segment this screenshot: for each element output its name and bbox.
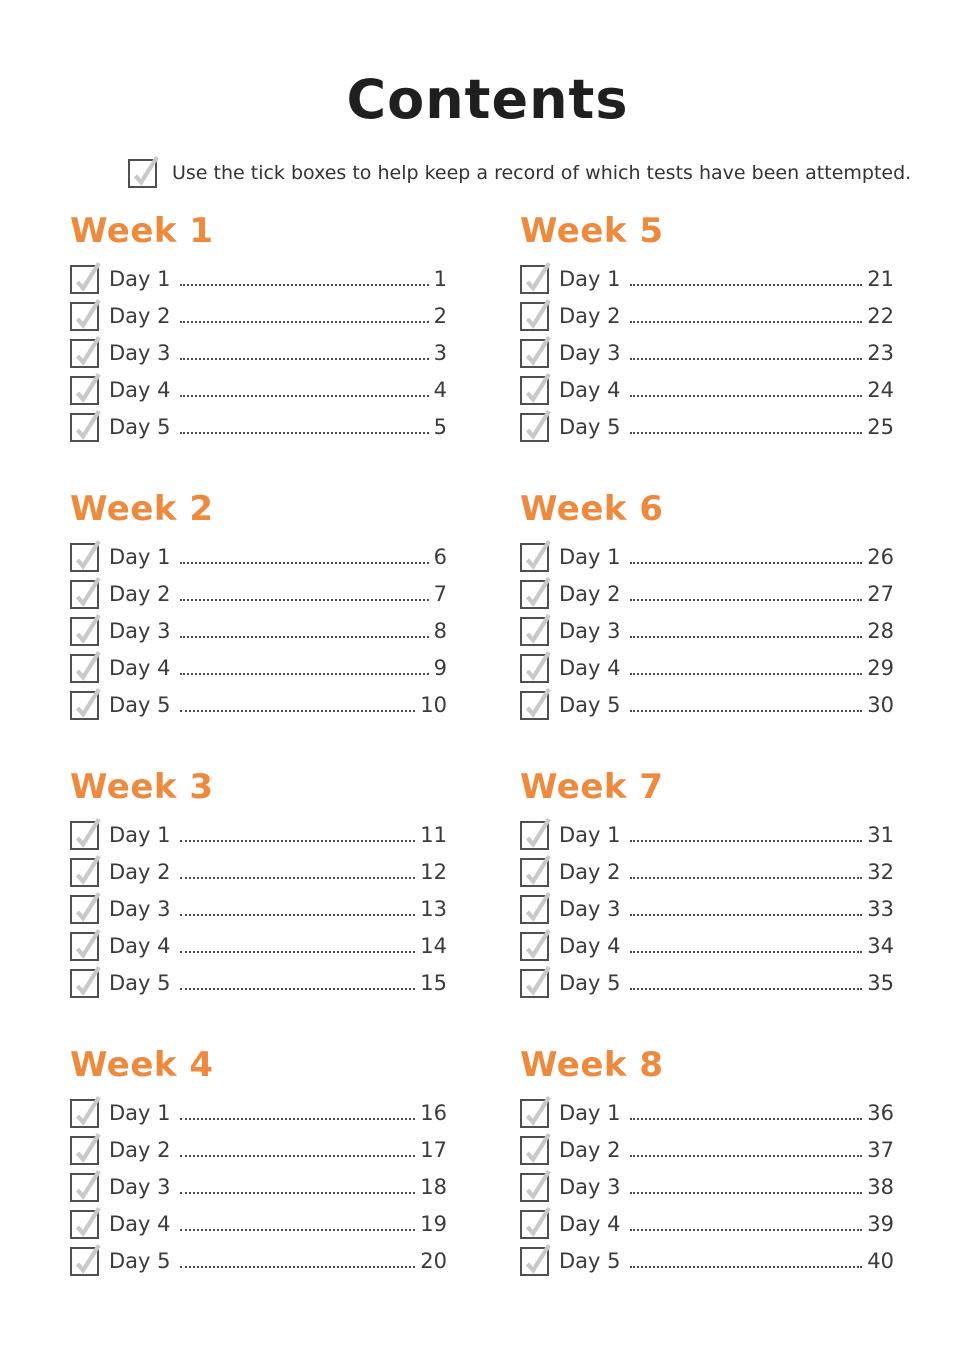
dotted-leader [630,1229,863,1231]
page-number: 12 [420,860,447,885]
page-number: 27 [867,582,894,607]
day-label: Day 3 [559,897,621,922]
dotted-leader [180,1118,416,1120]
day-checkbox[interactable] [520,1210,549,1239]
day-checkbox[interactable] [70,932,99,961]
page-number: 24 [867,378,894,403]
week-heading: Week 3 [70,766,214,807]
tick-icon [70,339,99,368]
day-checkbox[interactable] [70,617,99,646]
tick-icon [520,1173,549,1202]
tick-icon [520,376,549,405]
dotted-leader [180,599,429,601]
day-checkbox[interactable] [70,1136,99,1165]
dotted-leader [630,1192,863,1194]
tick-icon [520,654,549,683]
day-checkbox[interactable] [520,265,549,294]
tick-icon [70,302,99,331]
week-heading: Week 8 [520,1044,664,1085]
weeks-grid [70,210,975,1326]
page-number: 40 [867,1249,894,1274]
dotted-leader [180,321,429,323]
toc-day-row [520,965,894,1002]
dotted-leader [630,358,863,360]
day-label: Day 5 [559,1249,621,1274]
day-label: Day 5 [559,415,621,440]
day-label: Day 4 [109,378,171,403]
tick-icon [520,895,549,924]
page-number: 4 [433,378,447,403]
tick-icon [70,932,99,961]
dotted-leader [180,1192,416,1194]
toc-day-row [70,539,447,576]
page-number: 39 [867,1212,894,1237]
page-number: 21 [867,267,894,292]
tick-icon [70,1136,99,1165]
toc-day-row [70,335,447,372]
day-label: Day 5 [109,415,171,440]
dotted-leader [630,562,863,564]
week-section [520,210,894,446]
dotted-leader [630,1266,863,1268]
day-label: Day 5 [109,693,171,718]
day-checkbox[interactable] [520,858,549,887]
page-number: 33 [867,897,894,922]
dotted-leader [630,988,863,990]
toc-day-row [520,613,894,650]
instruction-row [128,159,975,188]
tick-icon [520,969,549,998]
day-checkbox[interactable] [70,895,99,924]
toc-day-row [520,1243,894,1280]
week-heading: Week 2 [70,488,214,529]
day-label: Day 1 [109,1101,171,1126]
page-number: 18 [420,1175,447,1200]
day-checkbox[interactable] [70,265,99,294]
week-section [520,1044,894,1280]
tick-icon [70,376,99,405]
page-number: 15 [420,971,447,996]
page-number: 3 [433,341,447,366]
page-number: 9 [433,656,447,681]
toc-day-row [70,817,447,854]
day-checkbox[interactable] [70,1210,99,1239]
dotted-leader [630,284,863,286]
day-label: Day 4 [559,656,621,681]
dotted-leader [180,562,429,564]
page-number: 1 [433,267,447,292]
page-number: 37 [867,1138,894,1163]
day-label: Day 3 [559,619,621,644]
toc-day-row [70,613,447,650]
day-label: Day 3 [109,1175,171,1200]
tick-icon [70,691,99,720]
page-number: 23 [867,341,894,366]
dotted-leader [180,1229,416,1231]
toc-day-row [520,1095,894,1132]
day-label: Day 1 [559,545,621,570]
day-checkbox[interactable] [70,543,99,572]
day-label: Day 2 [109,1138,171,1163]
toc-day-row [70,1243,447,1280]
toc-day-row [70,965,447,1002]
dotted-leader [630,710,863,712]
tick-icon [70,1210,99,1239]
week-heading: Week 6 [520,488,664,529]
day-label: Day 2 [109,860,171,885]
day-checkbox[interactable] [520,932,549,961]
toc-day-row [70,928,447,965]
tick-icon [520,580,549,609]
dotted-leader [630,599,863,601]
toc-day-row [520,650,894,687]
tick-icon [70,265,99,294]
dotted-leader [180,358,429,360]
tick-icon [520,413,549,442]
day-label: Day 2 [559,582,621,607]
tick-icon [520,1247,549,1276]
day-label: Day 3 [109,897,171,922]
page-number: 25 [867,415,894,440]
day-label: Day 4 [109,934,171,959]
dotted-leader [180,951,416,953]
day-checkbox[interactable] [70,1247,99,1276]
week-day-list [70,1095,447,1280]
toc-day-row [520,817,894,854]
day-label: Day 1 [559,1101,621,1126]
tick-icon [520,543,549,572]
tick-icon [70,821,99,850]
toc-day-row [520,335,894,372]
dotted-leader [180,840,416,842]
page-number: 16 [420,1101,447,1126]
page-number: 14 [420,934,447,959]
week-day-list [520,261,894,446]
toc-day-row [520,1206,894,1243]
day-checkbox[interactable] [70,376,99,405]
tick-icon [70,895,99,924]
day-checkbox[interactable] [70,580,99,609]
day-label: Day 5 [559,693,621,718]
page-number: 19 [420,1212,447,1237]
day-label: Day 3 [559,341,621,366]
toc-day-row [520,1132,894,1169]
day-checkbox[interactable] [520,1136,549,1165]
page-number: 11 [420,823,447,848]
dotted-leader [180,710,416,712]
day-checkbox[interactable] [520,654,549,683]
tick-icon [70,580,99,609]
tick-icon [520,617,549,646]
tick-icon [70,969,99,998]
day-label: Day 1 [559,267,621,292]
dotted-leader [630,321,863,323]
day-label: Day 2 [559,304,621,329]
dotted-leader [180,284,429,286]
week-section [70,766,447,1002]
day-checkbox[interactable] [520,895,549,924]
week-section [520,488,894,724]
page-number: 17 [420,1138,447,1163]
toc-day-row [520,298,894,335]
dotted-leader [630,951,863,953]
tick-icon [520,858,549,887]
dotted-leader [630,636,863,638]
dotted-leader [180,988,416,990]
dotted-leader [180,395,429,397]
week-section [70,488,447,724]
day-label: Day 2 [559,860,621,885]
day-checkbox[interactable] [520,302,549,331]
dotted-leader [630,877,863,879]
dotted-leader [630,432,863,434]
day-label: Day 3 [559,1175,621,1200]
day-checkbox[interactable] [70,339,99,368]
day-label: Day 1 [109,545,171,570]
toc-day-row [70,854,447,891]
day-checkbox[interactable] [70,969,99,998]
tick-icon [520,1099,549,1128]
week-heading: Week 4 [70,1044,214,1085]
week-heading: Week 1 [70,210,214,251]
toc-day-row [520,854,894,891]
week-heading: Week 7 [520,766,664,807]
toc-day-row [520,1169,894,1206]
day-checkbox[interactable] [520,1247,549,1276]
week-section [520,766,894,1002]
tick-icon [70,1247,99,1276]
day-checkbox[interactable] [520,339,549,368]
day-checkbox[interactable] [70,413,99,442]
day-checkbox[interactable] [520,969,549,998]
week-day-list [70,817,447,1002]
tick-icon [70,543,99,572]
page-number: 5 [433,415,447,440]
week-section [70,210,447,446]
page-number: 2 [433,304,447,329]
dotted-leader [180,636,429,638]
tick-icon [128,159,157,188]
day-checkbox[interactable] [70,691,99,720]
toc-day-row [520,261,894,298]
toc-day-row [70,298,447,335]
week-day-list [520,1095,894,1280]
page-number: 32 [867,860,894,885]
dotted-leader [180,1155,416,1157]
day-label: Day 4 [559,934,621,959]
dotted-leader [630,840,863,842]
day-checkbox[interactable] [70,821,99,850]
week-day-list [70,539,447,724]
toc-day-row [520,928,894,965]
page-number: 38 [867,1175,894,1200]
day-label: Day 4 [109,656,171,681]
week-section [70,1044,447,1280]
week-day-list [70,261,447,446]
toc-day-row [70,576,447,613]
toc-day-row [70,409,447,446]
tick-icon [70,1099,99,1128]
page-number: 31 [867,823,894,848]
page-number: 29 [867,656,894,681]
day-label: Day 3 [109,619,171,644]
day-label: Day 5 [109,1249,171,1274]
dotted-leader [180,673,429,675]
toc-day-row [520,576,894,613]
day-label: Day 5 [559,971,621,996]
toc-day-row [70,1132,447,1169]
day-label: Day 2 [109,304,171,329]
page-number: 34 [867,934,894,959]
toc-day-row [70,372,447,409]
day-checkbox[interactable] [520,691,549,720]
day-label: Day 4 [559,378,621,403]
toc-day-row [70,1095,447,1132]
toc-day-row [520,539,894,576]
tick-icon [520,302,549,331]
day-label: Day 1 [559,823,621,848]
day-label: Day 1 [109,267,171,292]
day-label: Day 1 [109,823,171,848]
day-label: Day 4 [559,1212,621,1237]
day-label: Day 4 [109,1212,171,1237]
week-heading: Week 5 [520,210,664,251]
page-number: 13 [420,897,447,922]
dotted-leader [630,1155,863,1157]
day-checkbox[interactable] [520,413,549,442]
day-label: Day 3 [109,341,171,366]
day-label: Day 2 [559,1138,621,1163]
page-number: 20 [420,1249,447,1274]
tick-icon [70,617,99,646]
day-checkbox[interactable] [70,654,99,683]
dotted-leader [630,395,863,397]
day-label: Day 2 [109,582,171,607]
day-checkbox[interactable] [70,1173,99,1202]
toc-day-row [520,891,894,928]
day-checkbox[interactable] [520,1099,549,1128]
day-checkbox[interactable] [520,821,549,850]
page-number: 35 [867,971,894,996]
tick-icon [520,1210,549,1239]
tick-icon [70,654,99,683]
week-day-list [520,817,894,1002]
tick-icon [70,858,99,887]
toc-day-row [70,1206,447,1243]
page-number: 26 [867,545,894,570]
tick-icon [70,1173,99,1202]
dotted-leader [630,914,863,916]
dotted-leader [630,673,863,675]
day-checkbox[interactable] [520,376,549,405]
day-label: Day 5 [109,971,171,996]
day-checkbox[interactable] [520,543,549,572]
tick-icon [70,413,99,442]
instruction-checkbox[interactable] [128,159,157,188]
toc-day-row [520,687,894,724]
page-title: Contents [346,68,629,131]
day-checkbox[interactable] [70,302,99,331]
toc-day-row [70,1169,447,1206]
toc-day-row [70,650,447,687]
dotted-leader [180,877,416,879]
day-checkbox[interactable] [70,1099,99,1128]
page-number: 30 [867,693,894,718]
page-number: 22 [867,304,894,329]
tick-icon [520,932,549,961]
page-number: 6 [433,545,447,570]
dotted-leader [180,432,429,434]
day-checkbox[interactable] [70,858,99,887]
day-checkbox[interactable] [520,580,549,609]
page-number: 28 [867,619,894,644]
day-checkbox[interactable] [520,1173,549,1202]
toc-day-row [70,687,447,724]
page-number: 7 [433,582,447,607]
dotted-leader [180,914,416,916]
toc-day-row [70,891,447,928]
page-number: 36 [867,1101,894,1126]
day-checkbox[interactable] [520,617,549,646]
tick-icon [520,821,549,850]
tick-icon [520,691,549,720]
toc-day-row [520,409,894,446]
toc-day-row [520,372,894,409]
week-day-list [520,539,894,724]
dotted-leader [180,1266,416,1268]
toc-day-row [70,261,447,298]
page-number: 10 [420,693,447,718]
tick-icon [520,1136,549,1165]
dotted-leader [630,1118,863,1120]
instruction-text: Use the tick boxes to help keep a record of which tests have been attempted. [172,162,912,185]
tick-icon [520,339,549,368]
tick-icon [520,265,549,294]
page-number: 8 [433,619,447,644]
